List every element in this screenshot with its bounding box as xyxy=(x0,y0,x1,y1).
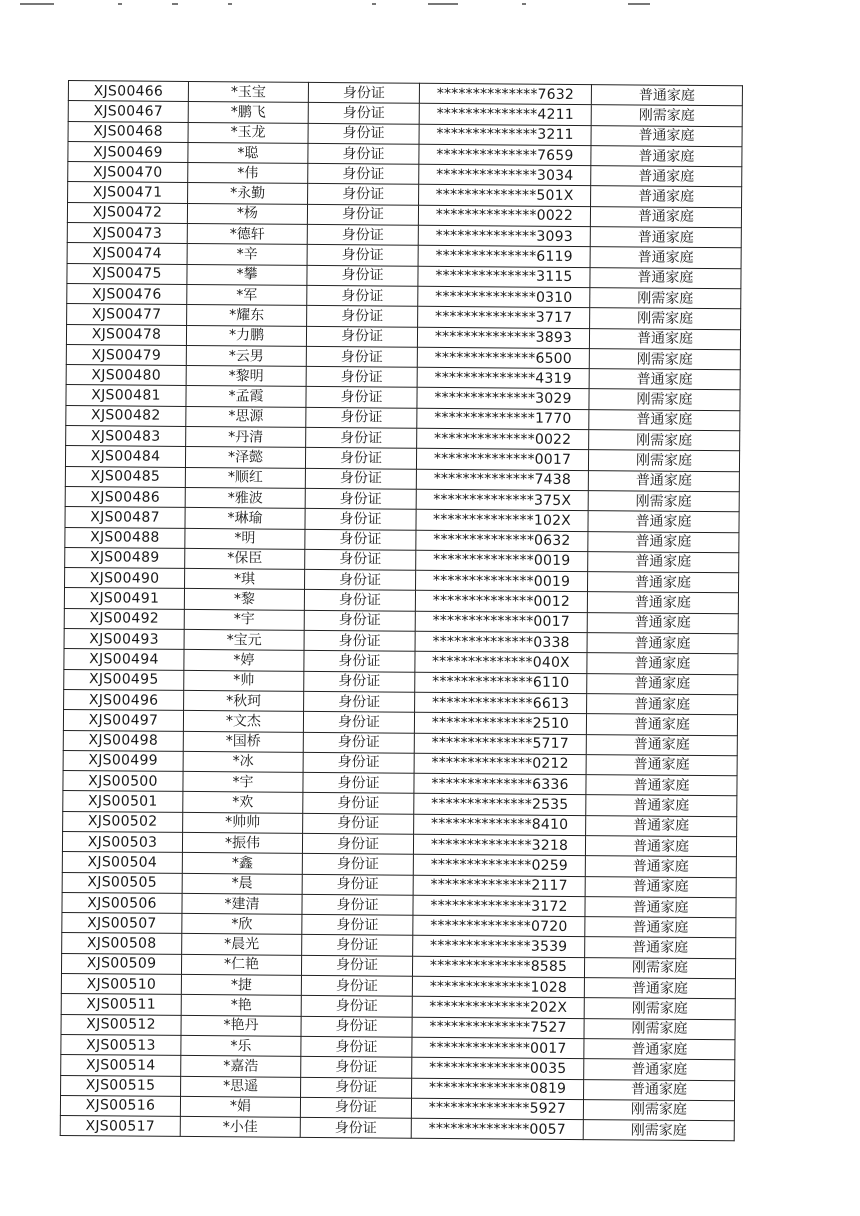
cell-document-type: 身份证 xyxy=(301,975,412,996)
cell-document-type: 身份证 xyxy=(305,529,416,550)
cell-masked-id-number: **************3717 xyxy=(418,307,590,329)
cell-registration-no: XJS00509 xyxy=(61,953,181,974)
cell-applicant-name: *云男 xyxy=(186,345,306,366)
cell-masked-id-number: **************7632 xyxy=(419,83,591,105)
cell-document-type: 身份证 xyxy=(308,103,419,124)
cell-document-type: 身份证 xyxy=(307,285,418,306)
cell-masked-id-number: **************4319 xyxy=(417,367,589,389)
cell-registration-no: XJS00500 xyxy=(63,771,183,792)
cell-document-type: 身份证 xyxy=(304,671,415,692)
cell-household-type: 刚需家庭 xyxy=(583,1099,734,1120)
cell-applicant-name: *攀 xyxy=(187,264,307,285)
cell-applicant-name: *宇 xyxy=(183,772,303,793)
cell-applicant-name: *振伟 xyxy=(182,832,302,853)
cell-document-type: 身份证 xyxy=(305,488,416,509)
cell-applicant-name: *保臣 xyxy=(185,548,305,569)
household-list-table xyxy=(60,80,743,1142)
cell-masked-id-number: **************3172 xyxy=(413,895,585,917)
cell-applicant-name: *聪 xyxy=(188,142,308,163)
cell-applicant-name: *泽懿 xyxy=(185,447,305,468)
cell-applicant-name: *乐 xyxy=(181,1035,301,1056)
cell-household-type: 普通家庭 xyxy=(585,856,736,877)
cell-registration-no: XJS00481 xyxy=(66,385,186,406)
cell-masked-id-number: **************6613 xyxy=(415,692,587,714)
cell-applicant-name: *捷 xyxy=(181,974,301,995)
cell-masked-id-number: **************0259 xyxy=(413,855,585,877)
cell-registration-no: XJS00485 xyxy=(65,466,185,487)
cell-registration-no: XJS00513 xyxy=(61,1034,181,1055)
cell-masked-id-number: **************3034 xyxy=(419,164,591,186)
cell-masked-id-number: **************6110 xyxy=(415,672,587,694)
cell-document-type: 身份证 xyxy=(302,874,413,895)
cell-masked-id-number: **************0017 xyxy=(412,1037,584,1059)
cell-registration-no: XJS00504 xyxy=(62,852,182,873)
cell-applicant-name: *娟 xyxy=(180,1096,300,1117)
cell-masked-id-number: **************2117 xyxy=(413,875,585,897)
cell-household-type: 普通家庭 xyxy=(587,693,738,714)
cell-household-type: 刚需家庭 xyxy=(584,998,735,1019)
cell-registration-no: XJS00510 xyxy=(61,974,181,995)
cell-registration-no: XJS00507 xyxy=(62,913,182,934)
cell-household-type: 普通家庭 xyxy=(586,754,737,775)
cell-applicant-name: *仁艳 xyxy=(181,954,301,975)
cell-applicant-name: *秋珂 xyxy=(184,690,304,711)
cell-household-type: 普通家庭 xyxy=(585,937,736,958)
cell-masked-id-number: **************2535 xyxy=(414,794,586,816)
cell-registration-no: XJS00515 xyxy=(61,1075,181,1096)
cell-document-type: 身份证 xyxy=(303,752,414,773)
cell-registration-no: XJS00502 xyxy=(63,811,183,832)
cell-applicant-name: *晨光 xyxy=(182,934,302,955)
cell-household-type: 普通家庭 xyxy=(591,146,742,167)
cell-masked-id-number: **************0338 xyxy=(415,631,587,653)
cell-household-type: 普通家庭 xyxy=(589,328,740,349)
cell-document-type: 身份证 xyxy=(303,712,414,733)
cell-applicant-name: *黎明 xyxy=(186,366,306,387)
cell-document-type: 身份证 xyxy=(301,1016,412,1037)
cell-masked-id-number: **************5927 xyxy=(411,1098,583,1120)
cell-applicant-name: *玉龙 xyxy=(188,122,308,143)
cell-registration-no: XJS00487 xyxy=(65,507,185,528)
cell-registration-no: XJS00473 xyxy=(67,223,187,244)
cell-household-type: 普通家庭 xyxy=(587,592,738,613)
cell-household-type: 普通家庭 xyxy=(585,876,736,897)
cell-household-type: 刚需家庭 xyxy=(588,450,739,471)
cell-document-type: 身份证 xyxy=(304,630,415,651)
cell-masked-id-number: **************0017 xyxy=(415,611,587,633)
cell-applicant-name: *军 xyxy=(187,284,307,305)
cell-registration-no: XJS00501 xyxy=(63,791,183,812)
cell-document-type: 身份证 xyxy=(300,1097,411,1118)
cell-household-type: 普通家庭 xyxy=(585,917,736,938)
cell-applicant-name: *伟 xyxy=(188,163,308,184)
cell-applicant-name: *嘉浩 xyxy=(181,1056,301,1077)
cell-household-type: 刚需家庭 xyxy=(589,430,740,451)
cell-applicant-name: *帅 xyxy=(184,670,304,691)
cell-document-type: 身份证 xyxy=(301,996,412,1017)
cell-registration-no: XJS00495 xyxy=(64,669,184,690)
cell-masked-id-number: **************0632 xyxy=(416,530,588,552)
cell-registration-no: XJS00488 xyxy=(65,527,185,548)
cell-masked-id-number: **************202X xyxy=(412,997,584,1019)
cell-masked-id-number: **************102X xyxy=(416,509,588,531)
cell-document-type: 身份证 xyxy=(306,346,417,367)
cell-masked-id-number: **************375X xyxy=(416,489,588,511)
cell-document-type: 身份证 xyxy=(308,164,419,185)
cell-registration-no: XJS00492 xyxy=(64,608,184,629)
cell-registration-no: XJS00494 xyxy=(64,649,184,670)
cell-masked-id-number: **************7438 xyxy=(416,469,588,491)
cell-household-type: 普通家庭 xyxy=(587,673,738,694)
cell-document-type: 身份证 xyxy=(306,407,417,428)
cell-document-type: 身份证 xyxy=(302,894,413,915)
cell-applicant-name: *丹清 xyxy=(186,426,306,447)
cell-masked-id-number: **************7659 xyxy=(419,144,591,166)
cell-household-type: 普通家庭 xyxy=(589,409,740,430)
cell-masked-id-number: **************8585 xyxy=(412,956,584,978)
cell-registration-no: XJS00511 xyxy=(61,994,181,1015)
cell-household-type: 普通家庭 xyxy=(588,551,739,572)
cell-document-type: 身份证 xyxy=(302,935,413,956)
cell-document-type: 身份证 xyxy=(305,448,416,469)
cell-applicant-name: *耀东 xyxy=(187,305,307,326)
cell-registration-no: XJS00479 xyxy=(66,344,186,365)
cell-document-type: 身份证 xyxy=(307,204,418,225)
cell-registration-no: XJS00476 xyxy=(67,283,187,304)
cell-household-type: 普通家庭 xyxy=(590,267,741,288)
cell-masked-id-number: **************501X xyxy=(419,185,591,207)
cell-household-type: 刚需家庭 xyxy=(583,1120,734,1141)
cell-household-type: 刚需家庭 xyxy=(589,389,740,410)
cell-masked-id-number: **************0035 xyxy=(412,1057,584,1079)
cell-document-type: 身份证 xyxy=(303,772,414,793)
cell-household-type: 普通家庭 xyxy=(590,206,741,227)
cell-document-type: 身份证 xyxy=(300,1117,411,1138)
cell-registration-no: XJS00503 xyxy=(62,831,182,852)
cell-document-type: 身份证 xyxy=(301,955,412,976)
cell-household-type: 普通家庭 xyxy=(586,795,737,816)
cell-registration-no: XJS00499 xyxy=(63,750,183,771)
cell-household-type: 普通家庭 xyxy=(584,1039,735,1060)
cell-registration-no: XJS00505 xyxy=(62,872,182,893)
cell-applicant-name: *思源 xyxy=(186,406,306,427)
cell-applicant-name: *建清 xyxy=(182,893,302,914)
cell-document-type: 身份证 xyxy=(306,367,417,388)
cell-household-type: 刚需家庭 xyxy=(590,288,741,309)
cell-applicant-name: *晨 xyxy=(182,873,302,894)
cell-document-type: 身份证 xyxy=(301,1036,412,1057)
cell-registration-no: XJS00469 xyxy=(68,141,188,162)
cell-registration-no: XJS00475 xyxy=(67,263,187,284)
cell-registration-no: XJS00508 xyxy=(62,933,182,954)
cell-registration-no: XJS00471 xyxy=(68,182,188,203)
cell-registration-no: XJS00498 xyxy=(63,730,183,751)
cell-masked-id-number: **************0022 xyxy=(418,205,590,227)
cell-registration-no: XJS00482 xyxy=(66,405,186,426)
cell-applicant-name: *帅帅 xyxy=(183,812,303,833)
cell-document-type: 身份证 xyxy=(307,245,418,266)
cell-document-type: 身份证 xyxy=(306,427,417,448)
cell-registration-no: XJS00516 xyxy=(60,1095,180,1116)
cell-document-type: 身份证 xyxy=(308,184,419,205)
cell-household-type: 普通家庭 xyxy=(586,775,737,796)
cell-household-type: 普通家庭 xyxy=(584,1079,735,1100)
cell-applicant-name: *文杰 xyxy=(183,711,303,732)
cell-document-type: 身份证 xyxy=(303,813,414,834)
cell-household-type: 刚需家庭 xyxy=(588,491,739,512)
cell-applicant-name: *力鹏 xyxy=(186,325,306,346)
cell-applicant-name: *琪 xyxy=(185,569,305,590)
cell-applicant-name: *思遥 xyxy=(181,1076,301,1097)
cell-household-type: 普通家庭 xyxy=(586,734,737,755)
cell-masked-id-number: **************0019 xyxy=(416,570,588,592)
cell-document-type: 身份证 xyxy=(301,1057,412,1078)
cell-masked-id-number: **************0720 xyxy=(413,915,585,937)
cell-applicant-name: *鑫 xyxy=(182,853,302,874)
cell-applicant-name: *鹏飞 xyxy=(188,102,308,123)
cell-applicant-name: *雅波 xyxy=(185,487,305,508)
scan-edge-marks xyxy=(0,0,860,12)
cell-registration-no: XJS00491 xyxy=(64,588,184,609)
cell-household-type: 普通家庭 xyxy=(588,470,739,491)
cell-document-type: 身份证 xyxy=(305,549,416,570)
cell-applicant-name: *小佳 xyxy=(180,1117,300,1138)
cell-applicant-name: *宇 xyxy=(184,609,304,630)
cell-masked-id-number: **************3029 xyxy=(417,388,589,410)
cell-document-type: 身份证 xyxy=(304,610,415,631)
cell-household-type: 普通家庭 xyxy=(587,572,738,593)
cell-registration-no: XJS00490 xyxy=(65,568,185,589)
cell-applicant-name: *孟霞 xyxy=(186,386,306,407)
cell-household-type: 普通家庭 xyxy=(590,247,741,268)
cell-masked-id-number: **************6336 xyxy=(414,773,586,795)
cell-applicant-name: *顺红 xyxy=(185,467,305,488)
cell-registration-no: XJS00470 xyxy=(68,162,188,183)
cell-household-type: 普通家庭 xyxy=(584,978,735,999)
cell-registration-no: XJS00480 xyxy=(66,365,186,386)
cell-household-type: 普通家庭 xyxy=(591,186,742,207)
cell-applicant-name: *琳瑜 xyxy=(185,508,305,529)
cell-household-type: 普通家庭 xyxy=(587,612,738,633)
cell-masked-id-number: **************0819 xyxy=(412,1078,584,1100)
cell-household-type: 普通家庭 xyxy=(586,815,737,836)
cell-document-type: 身份证 xyxy=(308,143,419,164)
cell-household-type: 普通家庭 xyxy=(588,531,739,552)
cell-applicant-name: *欣 xyxy=(182,914,302,935)
cell-registration-no: XJS00493 xyxy=(64,629,184,650)
cell-household-type: 普通家庭 xyxy=(585,836,736,857)
cell-registration-no: XJS00483 xyxy=(66,426,186,447)
cell-registration-no: XJS00474 xyxy=(67,243,187,264)
cell-registration-no: XJS00489 xyxy=(65,547,185,568)
cell-masked-id-number: **************0012 xyxy=(415,591,587,613)
cell-document-type: 身份证 xyxy=(305,569,416,590)
cell-masked-id-number: **************0022 xyxy=(417,428,589,450)
cell-household-type: 普通家庭 xyxy=(590,227,741,248)
cell-registration-no: XJS00472 xyxy=(67,202,187,223)
cell-registration-no: XJS00486 xyxy=(65,486,185,507)
cell-registration-no: XJS00514 xyxy=(61,1055,181,1076)
cell-household-type: 普通家庭 xyxy=(591,166,742,187)
cell-masked-id-number: **************3115 xyxy=(418,266,590,288)
cell-registration-no: XJS00477 xyxy=(67,304,187,325)
cell-document-type: 身份证 xyxy=(302,854,413,875)
cell-masked-id-number: **************6119 xyxy=(418,246,590,268)
cell-masked-id-number: **************3218 xyxy=(413,834,585,856)
cell-masked-id-number: **************6500 xyxy=(417,347,589,369)
cell-masked-id-number: **************3093 xyxy=(418,225,590,247)
cell-document-type: 身份证 xyxy=(303,732,414,753)
cell-registration-no: XJS00512 xyxy=(61,1014,181,1035)
cell-masked-id-number: **************040X xyxy=(415,652,587,674)
cell-registration-no: XJS00506 xyxy=(62,892,182,913)
cell-masked-id-number: **************1028 xyxy=(412,976,584,998)
cell-applicant-name: *明 xyxy=(185,528,305,549)
cell-masked-id-number: **************3539 xyxy=(413,936,585,958)
cell-registration-no: XJS00484 xyxy=(65,446,185,467)
cell-masked-id-number: **************0310 xyxy=(418,286,590,308)
cell-applicant-name: *艳 xyxy=(181,995,301,1016)
cell-document-type: 身份证 xyxy=(302,915,413,936)
cell-document-type: 身份证 xyxy=(302,833,413,854)
cell-document-type: 身份证 xyxy=(304,691,415,712)
cell-household-type: 普通家庭 xyxy=(584,1059,735,1080)
cell-masked-id-number: **************0057 xyxy=(411,1118,583,1140)
cell-document-type: 身份证 xyxy=(307,265,418,286)
cell-masked-id-number: **************1770 xyxy=(417,408,589,430)
cell-document-type: 身份证 xyxy=(304,651,415,672)
cell-applicant-name: *欢 xyxy=(183,792,303,813)
cell-document-type: 身份证 xyxy=(301,1077,412,1098)
cell-household-type: 普通家庭 xyxy=(589,369,740,390)
cell-household-type: 普通家庭 xyxy=(591,85,742,106)
cell-masked-id-number: **************0017 xyxy=(416,449,588,471)
cell-registration-no: XJS00478 xyxy=(66,324,186,345)
cell-registration-no: XJS00496 xyxy=(64,689,184,710)
cell-household-type: 普通家庭 xyxy=(587,653,738,674)
cell-applicant-name: *冰 xyxy=(183,751,303,772)
cell-household-type: 普通家庭 xyxy=(585,896,736,917)
cell-masked-id-number: **************2510 xyxy=(414,712,586,734)
cell-household-type: 刚需家庭 xyxy=(591,105,742,126)
cell-household-type: 普通家庭 xyxy=(586,714,737,735)
cell-registration-no: XJS00466 xyxy=(68,81,188,102)
cell-masked-id-number: **************3893 xyxy=(417,327,589,349)
cell-registration-no: XJS00467 xyxy=(68,101,188,122)
cell-household-type: 普通家庭 xyxy=(587,633,738,654)
cell-household-type: 普通家庭 xyxy=(588,511,739,532)
cell-document-type: 身份证 xyxy=(307,224,418,245)
cell-document-type: 身份证 xyxy=(305,509,416,530)
cell-applicant-name: *玉宝 xyxy=(188,81,308,102)
table-body xyxy=(60,81,742,1142)
cell-household-type: 刚需家庭 xyxy=(584,957,735,978)
cell-applicant-name: *德轩 xyxy=(187,224,307,245)
cell-masked-id-number: **************3211 xyxy=(419,124,591,146)
cell-document-type: 身份证 xyxy=(304,590,415,611)
cell-household-type: 普通家庭 xyxy=(591,125,742,146)
cell-masked-id-number: **************5717 xyxy=(414,733,586,755)
cell-document-type: 身份证 xyxy=(308,123,419,144)
cell-document-type: 身份证 xyxy=(307,306,418,327)
cell-applicant-name: *宝元 xyxy=(184,629,304,650)
cell-registration-no: XJS00497 xyxy=(63,710,183,731)
cell-document-type: 身份证 xyxy=(306,387,417,408)
cell-household-type: 刚需家庭 xyxy=(590,308,741,329)
cell-applicant-name: *永勤 xyxy=(188,183,308,204)
cell-masked-id-number: **************4211 xyxy=(419,104,591,126)
cell-applicant-name: *国桥 xyxy=(183,731,303,752)
cell-applicant-name: *艳丹 xyxy=(181,1015,301,1036)
cell-document-type: 身份证 xyxy=(303,793,414,814)
cell-masked-id-number: **************0019 xyxy=(416,550,588,572)
cell-masked-id-number: **************8410 xyxy=(414,814,586,836)
cell-applicant-name: *辛 xyxy=(187,244,307,265)
cell-registration-no: XJS00517 xyxy=(60,1116,180,1137)
cell-household-type: 刚需家庭 xyxy=(589,348,740,369)
document-page xyxy=(60,80,742,1142)
cell-masked-id-number: **************7527 xyxy=(412,1017,584,1039)
cell-document-type: 身份证 xyxy=(306,326,417,347)
cell-registration-no: XJS00468 xyxy=(68,121,188,142)
cell-applicant-name: *婷 xyxy=(184,650,304,671)
table-row xyxy=(60,1116,734,1142)
cell-applicant-name: *杨 xyxy=(187,203,307,224)
cell-document-type: 身份证 xyxy=(305,468,416,489)
cell-masked-id-number: **************0212 xyxy=(414,753,586,775)
cell-household-type: 刚需家庭 xyxy=(584,1018,735,1039)
cell-document-type: 身份证 xyxy=(308,82,419,103)
cell-applicant-name: *黎 xyxy=(184,589,304,610)
